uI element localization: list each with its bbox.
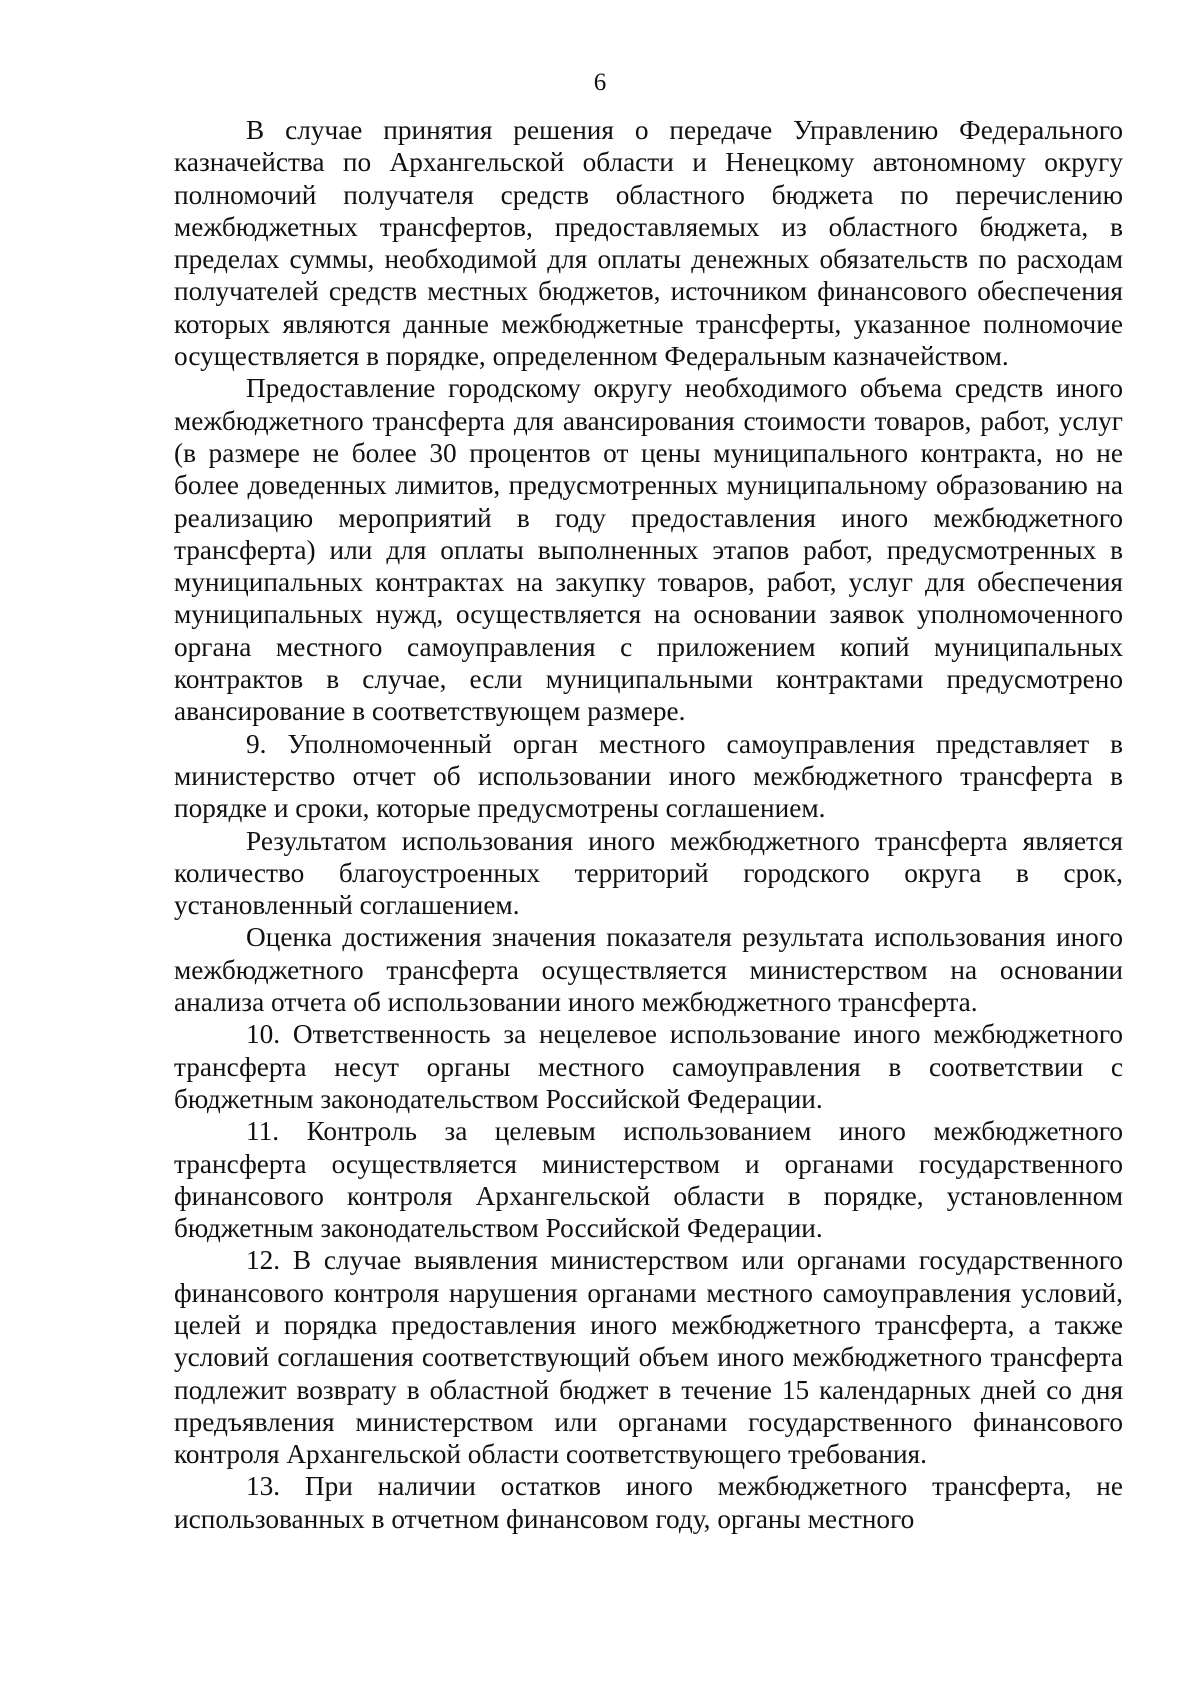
paragraph-advance-funding: Предоставление городскому округу необходимого объема средств иного межбюджетного трансферта для авансирования стоимости товаров, работ, услуг (в размере не более 30 процентов от цены муниципального контракта, но не более доведенных лимитов, предусмотренных муниципальному образованию на реализацию мероприятий в году предоставления иного межбюджетного трансферта) или для оплаты выполненных этапов работ, предусмотренных в муниципальных контрактах на закупку товаров, работ, услуг для обеспечения муниципальных нужд, осуществляется на основании заявок уполномоченного органа местного самоуправления с приложением копий муниципальных контрактов в случае, если муниципальными контрактами предусмотрено авансирование в соответствующем размере. bbox=[174, 373, 1123, 727]
paragraph-clause-13-remainders: 13. При наличии остатков иного межбюджетного трансферта, не использованных в отчетном финансовом году, органы местного bbox=[174, 1471, 1123, 1534]
paragraph-clause-10-responsibility: 10. Ответственность за нецелевое использование иного межбюджетного трансферта несут органы местного самоуправления в соответствии с бюджетным законодательством Российской Федерации. bbox=[174, 1019, 1123, 1114]
paragraph-result-assessment: Оценка достижения значения показателя результата использования иного межбюджетного трансферта осуществляется министерством на основании анализа отчета об использовании иного межбюджетного трансферта. bbox=[174, 922, 1123, 1018]
paragraph-treasury-authority: В случае принятия решения о передаче Управлению Федерального казначейства по Архангельской области и Ненецкому автономному округу полномочий получателя средств областного бюджета по перечислению межбюджетных трансфертов, предоставляемых из областного бюджета, в пределах суммы, необходимой для оплаты денежных обязательств по расходам получателей средств местных бюджетов, источником финансового обеспечения которых являются данные межбюджетные трансферты, указанное полномочие осуществляется в порядке, определенном Федеральным казначейством. bbox=[174, 115, 1123, 372]
paragraph-result-indicator: Результатом использования иного межбюджетного трансферта является количество благоустроенных территорий городского округа в срок, установленный соглашением. bbox=[174, 825, 1123, 921]
paragraph-clause-11-control: 11. Контроль за целевым использованием иного межбюджетного трансферта осуществляется министерством и органами государственного финансового контроля Архангельской области в порядке, установленном бюджетным законодательством Российской Федерации. bbox=[174, 1116, 1123, 1244]
paragraph-clause-9-report: 9. Уполномоченный орган местного самоуправления представляет в министерство отчет об использовании иного межбюджетного трансферта в порядке и сроки, которые предусмотрены соглашением. bbox=[174, 728, 1123, 824]
page-number: 6 bbox=[593, 69, 607, 96]
paragraph-clause-12-violations: 12. В случае выявления министерством или органами государственного финансового контроля нарушения органами местного самоуправления условий, целей и порядка предоставления иного межбюджетного трансферта, а также условий соглашения соответствующий объем иного межбюджетного трансферта подлежит возврату в областной бюджет в течение 15 календарных дней со дня предъявления министерством или органами государственного финансового контроля Архангельской области соответствующего требования. bbox=[174, 1245, 1123, 1470]
document-body bbox=[174, 114, 1123, 1535]
